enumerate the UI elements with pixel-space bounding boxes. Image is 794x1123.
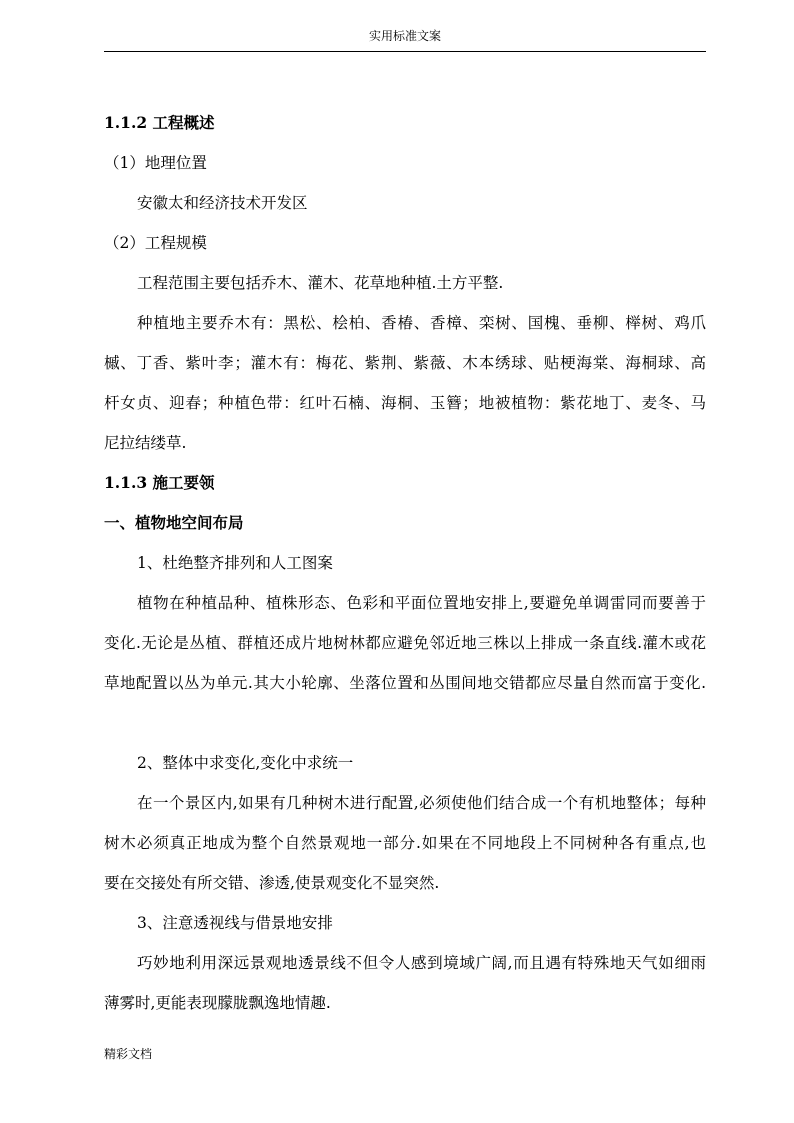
page-header: 实用标准文案 xyxy=(368,29,441,43)
paragraph-point-2-line: 要在交接处有所交错、渗透,使景观变化不显突然. xyxy=(104,874,440,892)
paragraph-species-line: 种植地主要乔木有：黑松、桧柏、香椿、香樟、栾树、国槐、垂柳、榉树、鸡爪 xyxy=(137,314,706,332)
paragraph-species-line: 杆女贞、迎春；种植色带：红叶石楠、海桐、玉簪；地被植物：紫花地丁、麦冬、马 xyxy=(104,394,706,412)
subheading-location: （1）地理位置 xyxy=(104,154,207,172)
point-heading-2: 2、整体中求变化,变化中求统一 xyxy=(137,754,354,772)
paragraph-point-3-line: 巧妙地利用深远景观地透景线不但令人感到境域广阔,而且遇有特殊地天气如细雨 xyxy=(137,954,706,972)
header-rule xyxy=(104,51,706,52)
section-heading-1-1-3: 1.1.3 施工要领 xyxy=(104,473,215,492)
paragraph-scale: 工程范围主要包括乔木、灌木、花草地种植.土方平整. xyxy=(137,274,504,292)
point-heading-3: 3、注意透视线与借景地安排 xyxy=(137,914,333,932)
paragraph-point-1-line: 草地配置以丛为单元.其大小轮廓、坐落位置和丛围间地交错都应尽量自然而富于变化. xyxy=(104,674,706,692)
paragraph-point-2-line: 树木必须真正地成为整个自然景观地一部分.如果在不同地段上不同树种各有重点,也 xyxy=(104,834,706,852)
subsection-heading-layout: 一、植物地空间布局 xyxy=(104,513,244,532)
subheading-scale: （2）工程规模 xyxy=(104,234,207,252)
paragraph-location: 安徽太和经济技术开发区 xyxy=(137,194,308,212)
section-heading-1-1-2: 1.1.2 工程概述 xyxy=(104,113,215,132)
paragraph-point-3-line: 薄雾时,更能表现朦胧飘逸地情趣. xyxy=(104,994,331,1012)
page-footer: 精彩文档 xyxy=(104,1047,153,1061)
paragraph-species-line: 槭、丁香、紫叶李；灌木有：梅花、紫荆、紫薇、木本绣球、贴梗海棠、海桐球、高 xyxy=(104,354,706,372)
paragraph-point-2-line: 在一个景区内,如果有几种树木进行配置,必须使他们结合成一个有机地整体；每种 xyxy=(137,794,706,812)
paragraph-point-1-line: 植物在种植品种、植株形态、色彩和平面位置地安排上,要避免单调雷同而要善于 xyxy=(137,594,706,612)
paragraph-species-line: 尼拉结缕草. xyxy=(104,434,187,452)
point-heading-1: 1、杜绝整齐排列和人工图案 xyxy=(137,554,333,572)
paragraph-point-1-line: 变化.无论是丛植、群植还成片地树林都应避免邻近地三株以上排成一条直线.灌木或花 xyxy=(104,634,706,652)
